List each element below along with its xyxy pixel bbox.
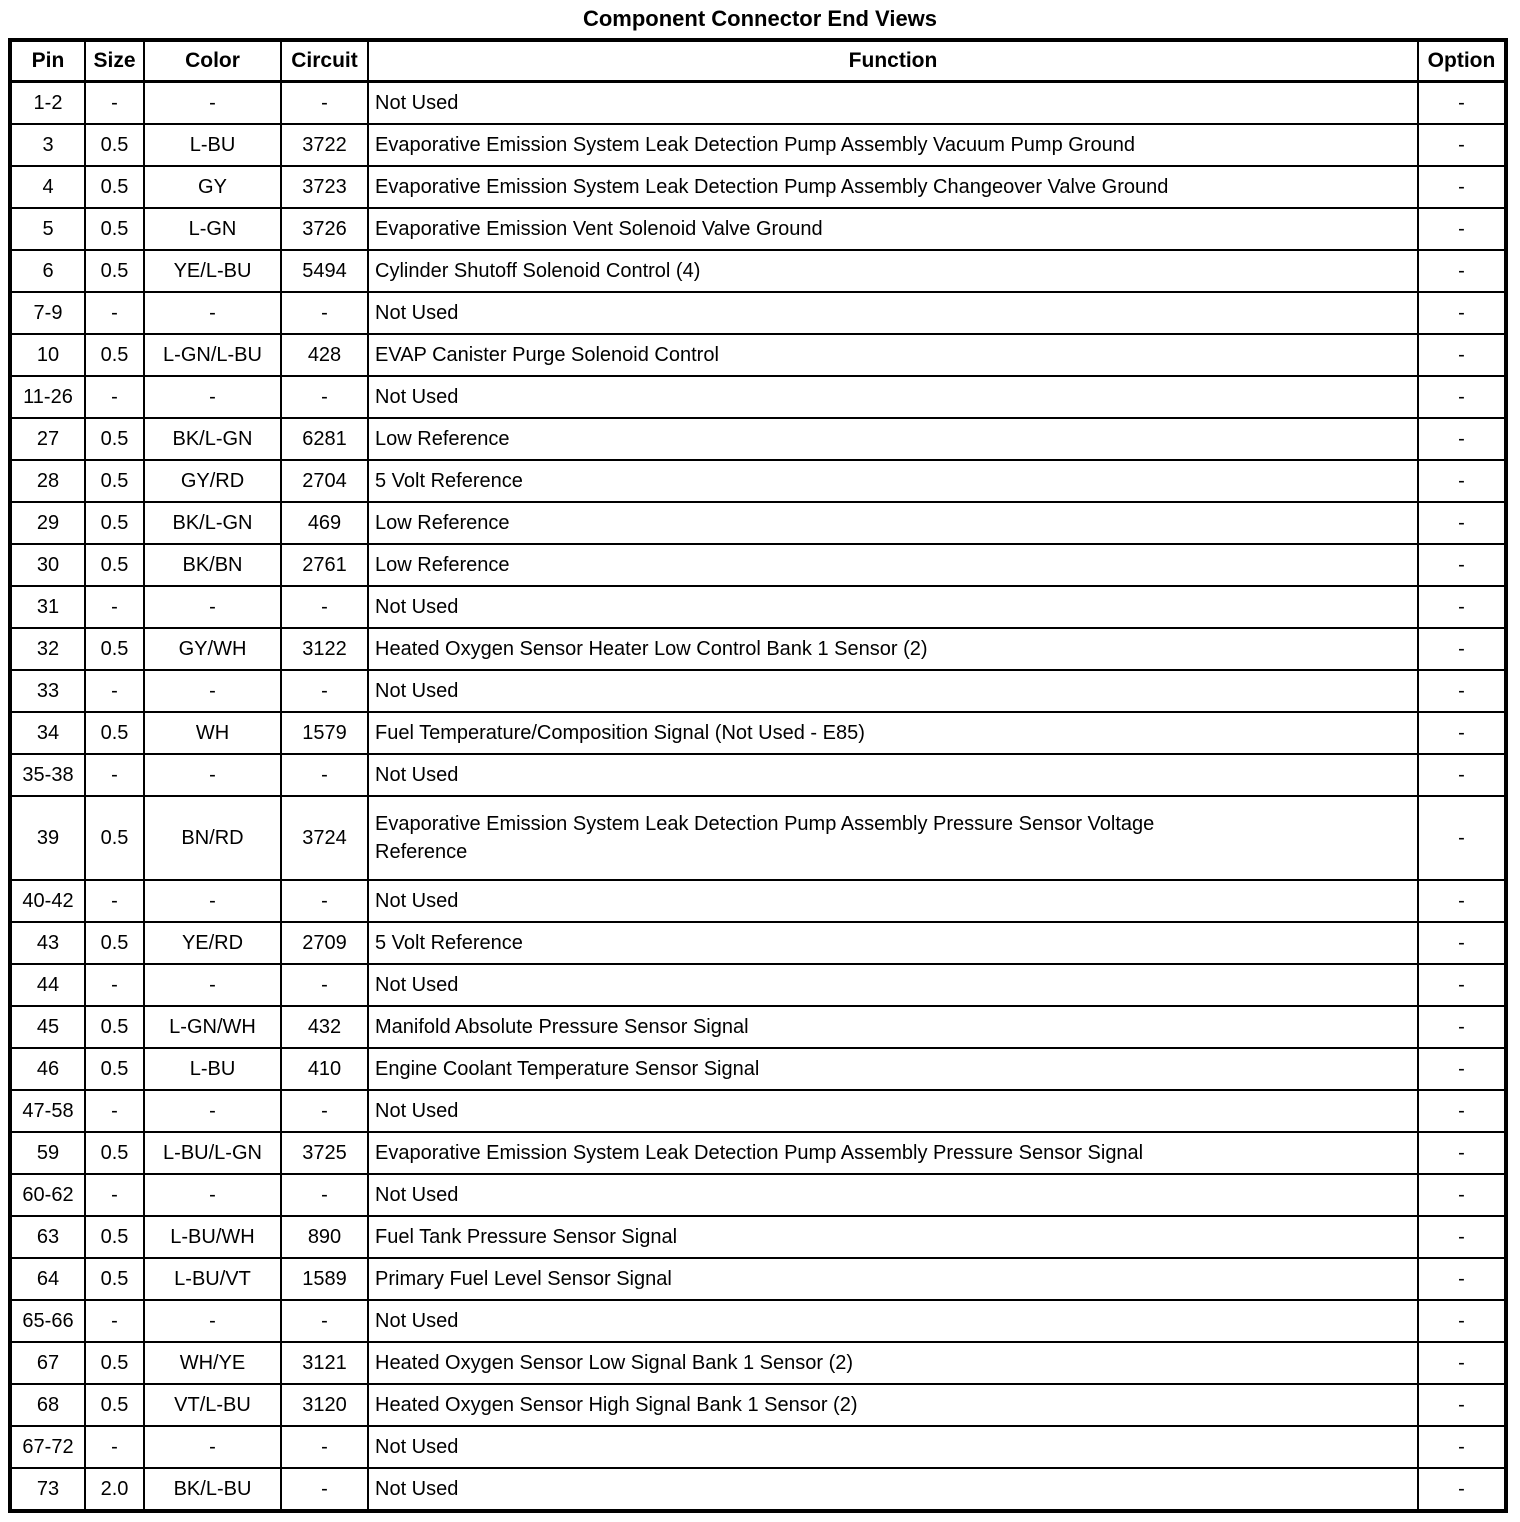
function-text: Fuel Temperature/Composition Signal (Not Used - E85) [375,722,865,744]
cell-circuit: 1579 [281,712,368,754]
cell-function [368,796,1418,880]
function-text: Not Used [375,890,459,912]
function-text: Heated Oxygen Sensor High Signal Bank 1 Sensor (2) [375,1394,858,1416]
cell-option: - [1418,502,1506,544]
function-text: Evaporative Emission System Leak Detection Pump Assembly Changeover Valve Ground [375,176,1169,198]
cell-function [368,1468,1418,1511]
cell-pin: 63 [10,1216,85,1258]
cell-function [368,376,1418,418]
cell-color: WH [144,712,281,754]
table-row [10,292,1506,334]
table-row [10,1468,1506,1511]
cell-color: - [144,376,281,418]
cell-function [368,1216,1418,1258]
cell-color: - [144,1174,281,1216]
cell-color: L-BU [144,124,281,166]
cell-color: L-BU/L-GN [144,1132,281,1174]
cell-color: - [144,754,281,796]
cell-option: - [1418,1342,1506,1384]
table-row [10,586,1506,628]
cell-option: - [1418,586,1506,628]
cell-pin: 67 [10,1342,85,1384]
cell-pin: 30 [10,544,85,586]
function-text: Heated Oxygen Sensor Heater Low Control Bank 1 Sensor (2) [375,638,928,660]
cell-circuit: - [281,880,368,922]
cell-circuit: - [281,292,368,334]
cell-pin: 10 [10,334,85,376]
cell-color: L-BU/WH [144,1216,281,1258]
cell-size: - [85,376,144,418]
cell-option: - [1418,1048,1506,1090]
cell-circuit: 3725 [281,1132,368,1174]
table-row [10,1090,1506,1132]
function-text: Heated Oxygen Sensor Low Signal Bank 1 Sensor (2) [375,1352,854,1374]
cell-color: BK/BN [144,544,281,586]
function-text: Engine Coolant Temperature Sensor Signal [375,1058,760,1080]
column-header-pin: Pin [10,40,85,82]
cell-pin: 40-42 [10,880,85,922]
column-header-color: Color [144,40,281,82]
cell-color: WH/YE [144,1342,281,1384]
cell-option: - [1418,1006,1506,1048]
cell-size: 0.5 [85,250,144,292]
cell-color: VT/L-BU [144,1384,281,1426]
cell-circuit: 2704 [281,460,368,502]
function-text: 5 Volt Reference [375,470,523,492]
table-row [10,208,1506,250]
cell-size: - [85,586,144,628]
table-row [10,754,1506,796]
cell-function [368,208,1418,250]
column-header-option: Option [1418,40,1506,82]
table-row [10,712,1506,754]
function-text: Not Used [375,92,459,114]
cell-function [368,712,1418,754]
table-row [10,1174,1506,1216]
cell-circuit: 469 [281,502,368,544]
cell-pin: 32 [10,628,85,670]
cell-circuit: 3120 [281,1384,368,1426]
table-row [10,964,1506,1006]
cell-function [368,1090,1418,1132]
cell-circuit: - [281,1090,368,1132]
cell-color: GY [144,166,281,208]
cell-pin: 60-62 [10,1174,85,1216]
cell-option: - [1418,1174,1506,1216]
cell-function [368,586,1418,628]
cell-option: - [1418,292,1506,334]
cell-function [368,292,1418,334]
function-text: Evaporative Emission System Leak Detection Pump Assembly Pressure Sensor Voltage Reference [375,813,1155,863]
cell-color: L-GN [144,208,281,250]
cell-option: - [1418,628,1506,670]
cell-function [368,1174,1418,1216]
cell-circuit: - [281,376,368,418]
function-text: Manifold Absolute Pressure Sensor Signal [375,1016,749,1038]
table-row [10,1216,1506,1258]
function-text: Not Used [375,1478,459,1500]
cell-pin: 67-72 [10,1426,85,1468]
cell-circuit: 3726 [281,208,368,250]
cell-option: - [1418,166,1506,208]
cell-pin: 65-66 [10,1300,85,1342]
cell-option: - [1418,1384,1506,1426]
cell-size: - [85,964,144,1006]
cell-size: 0.5 [85,1342,144,1384]
function-text: Fuel Tank Pressure Sensor Signal [375,1226,678,1248]
cell-function [368,1258,1418,1300]
cell-circuit: - [281,1426,368,1468]
table-row [10,166,1506,208]
cell-size: 0.5 [85,1216,144,1258]
cell-color: - [144,292,281,334]
cell-function [368,670,1418,712]
cell-option: - [1418,460,1506,502]
table-row [10,82,1506,125]
cell-size: 0.5 [85,922,144,964]
cell-circuit: - [281,1468,368,1511]
cell-function [368,628,1418,670]
cell-size: 0.5 [85,460,144,502]
function-text: Low Reference [375,512,510,534]
cell-size: 0.5 [85,1384,144,1426]
cell-color: BK/L-GN [144,418,281,460]
cell-circuit: 432 [281,1006,368,1048]
table-row [10,460,1506,502]
cell-size: 0.5 [85,208,144,250]
cell-color: L-GN/L-BU [144,334,281,376]
cell-function [368,1006,1418,1048]
cell-pin: 44 [10,964,85,1006]
cell-circuit: 428 [281,334,368,376]
cell-option: - [1418,1258,1506,1300]
table-body [10,82,1506,1512]
function-text: Evaporative Emission System Leak Detection Pump Assembly Pressure Sensor Signal [375,1142,1144,1164]
cell-circuit: 3724 [281,796,368,880]
function-text: Not Used [375,386,459,408]
cell-pin: 34 [10,712,85,754]
connector-pinout-table [8,38,1508,1513]
cell-pin: 45 [10,1006,85,1048]
table-row [10,1342,1506,1384]
cell-option: - [1418,334,1506,376]
cell-pin: 33 [10,670,85,712]
cell-pin: 4 [10,166,85,208]
cell-color: GY/WH [144,628,281,670]
cell-circuit: 3122 [281,628,368,670]
cell-function [368,922,1418,964]
function-text: Not Used [375,1184,459,1206]
cell-option: - [1418,1216,1506,1258]
cell-option: - [1418,796,1506,880]
cell-pin: 31 [10,586,85,628]
cell-function [368,124,1418,166]
cell-pin: 68 [10,1384,85,1426]
cell-option: - [1418,544,1506,586]
cell-pin: 64 [10,1258,85,1300]
cell-option: - [1418,670,1506,712]
cell-circuit: - [281,754,368,796]
cell-size: 0.5 [85,418,144,460]
cell-size: 0.5 [85,166,144,208]
table-row [10,334,1506,376]
cell-function [368,82,1418,125]
function-text: Cylinder Shutoff Solenoid Control (4) [375,260,701,282]
cell-color: L-BU [144,1048,281,1090]
cell-size: 0.5 [85,796,144,880]
table-row [10,250,1506,292]
cell-color: YE/L-BU [144,250,281,292]
function-text: Not Used [375,1436,459,1458]
function-text: Not Used [375,680,459,702]
cell-option: - [1418,82,1506,125]
cell-color: - [144,1426,281,1468]
cell-size: 0.5 [85,1006,144,1048]
table-row [10,922,1506,964]
cell-size: - [85,1300,144,1342]
function-text: Not Used [375,1310,459,1332]
cell-function [368,1048,1418,1090]
cell-option: - [1418,964,1506,1006]
cell-color: - [144,1090,281,1132]
cell-size: - [85,1426,144,1468]
cell-size: - [85,1174,144,1216]
cell-function [368,880,1418,922]
table-row [10,1300,1506,1342]
cell-function [368,1132,1418,1174]
page-title: Component Connector End Views [582,6,938,31]
cell-option: - [1418,1300,1506,1342]
cell-color: YE/RD [144,922,281,964]
cell-function [368,334,1418,376]
function-text: Not Used [375,764,459,786]
cell-pin: 3 [10,124,85,166]
cell-circuit: 890 [281,1216,368,1258]
column-header-size: Size [85,40,144,82]
cell-color: GY/RD [144,460,281,502]
cell-circuit: 6281 [281,418,368,460]
cell-pin: 39 [10,796,85,880]
cell-color: - [144,964,281,1006]
cell-option: - [1418,1468,1506,1511]
cell-pin: 5 [10,208,85,250]
function-text: Evaporative Emission System Leak Detection Pump Assembly Vacuum Pump Ground [375,134,1135,156]
cell-size: - [85,880,144,922]
cell-pin: 35-38 [10,754,85,796]
cell-color: - [144,670,281,712]
cell-option: - [1418,880,1506,922]
cell-circuit: 1589 [281,1258,368,1300]
cell-color: - [144,1300,281,1342]
table-row [10,880,1506,922]
cell-pin: 46 [10,1048,85,1090]
cell-circuit: - [281,670,368,712]
cell-color: BN/RD [144,796,281,880]
function-text: Low Reference [375,554,510,576]
cell-color: - [144,82,281,125]
cell-pin: 29 [10,502,85,544]
cell-size: 2.0 [85,1468,144,1511]
cell-circuit: - [281,586,368,628]
cell-color: - [144,586,281,628]
function-text: Low Reference [375,428,510,450]
cell-color: BK/L-GN [144,502,281,544]
cell-function [368,166,1418,208]
function-text: Not Used [375,974,459,996]
cell-pin: 28 [10,460,85,502]
cell-circuit: 3722 [281,124,368,166]
cell-pin: 6 [10,250,85,292]
cell-option: - [1418,922,1506,964]
header-row [10,40,1506,82]
cell-size: 0.5 [85,124,144,166]
cell-function [368,1384,1418,1426]
cell-circuit: 3723 [281,166,368,208]
function-text: Primary Fuel Level Sensor Signal [375,1268,672,1290]
table-row [10,1048,1506,1090]
cell-color: L-BU/VT [144,1258,281,1300]
cell-size: - [85,292,144,334]
cell-pin: 43 [10,922,85,964]
cell-function [368,460,1418,502]
table-row [10,796,1506,880]
cell-color: BK/L-BU [144,1468,281,1511]
cell-function [368,964,1418,1006]
cell-option: - [1418,250,1506,292]
cell-size: 0.5 [85,1048,144,1090]
cell-size: - [85,754,144,796]
cell-function [368,1300,1418,1342]
cell-option: - [1418,208,1506,250]
cell-function [368,754,1418,796]
cell-option: - [1418,1426,1506,1468]
cell-pin: 1-2 [10,82,85,125]
cell-size: - [85,1090,144,1132]
column-header-function: Function [368,40,1418,82]
cell-function [368,544,1418,586]
cell-function [368,418,1418,460]
cell-circuit: 2709 [281,922,368,964]
cell-option: - [1418,418,1506,460]
cell-pin: 73 [10,1468,85,1511]
cell-size: - [85,82,144,125]
cell-size: 0.5 [85,544,144,586]
cell-color: - [144,880,281,922]
cell-option: - [1418,754,1506,796]
cell-circuit: 2761 [281,544,368,586]
cell-option: - [1418,376,1506,418]
cell-circuit: - [281,964,368,1006]
cell-size: 0.5 [85,1132,144,1174]
table-row [10,544,1506,586]
table-row [10,1006,1506,1048]
function-text: Not Used [375,596,459,618]
column-header-circuit: Circuit [281,40,368,82]
function-text: Evaporative Emission Vent Solenoid Valve Ground [375,218,823,240]
table-row [10,502,1506,544]
cell-pin: 27 [10,418,85,460]
function-text: 5 Volt Reference [375,932,523,954]
cell-circuit: - [281,1174,368,1216]
cell-pin: 59 [10,1132,85,1174]
function-text: Not Used [375,302,459,324]
cell-size: 0.5 [85,628,144,670]
function-text: EVAP Canister Purge Solenoid Control [375,344,719,366]
table-row [10,628,1506,670]
cell-pin: 7-9 [10,292,85,334]
table-row [10,418,1506,460]
table-row [10,1384,1506,1426]
cell-circuit: 5494 [281,250,368,292]
cell-circuit: - [281,1300,368,1342]
cell-option: - [1418,1132,1506,1174]
cell-option: - [1418,124,1506,166]
cell-size: 0.5 [85,712,144,754]
cell-option: - [1418,712,1506,754]
table-row [10,670,1506,712]
cell-pin: 47-58 [10,1090,85,1132]
cell-function [368,250,1418,292]
cell-function [368,1426,1418,1468]
table-row [10,1132,1506,1174]
table-row [10,1426,1506,1468]
cell-size: - [85,670,144,712]
cell-size: 0.5 [85,502,144,544]
table-row [10,124,1506,166]
cell-circuit: 410 [281,1048,368,1090]
cell-size: 0.5 [85,334,144,376]
cell-option: - [1418,1090,1506,1132]
cell-color: L-GN/WH [144,1006,281,1048]
cell-circuit: - [281,82,368,125]
cell-pin: 11-26 [10,376,85,418]
cell-size: 0.5 [85,1258,144,1300]
cell-circuit: 3121 [281,1342,368,1384]
cell-function [368,502,1418,544]
function-text: Not Used [375,1100,459,1122]
table-row [10,1258,1506,1300]
cell-function [368,1342,1418,1384]
table-row [10,376,1506,418]
